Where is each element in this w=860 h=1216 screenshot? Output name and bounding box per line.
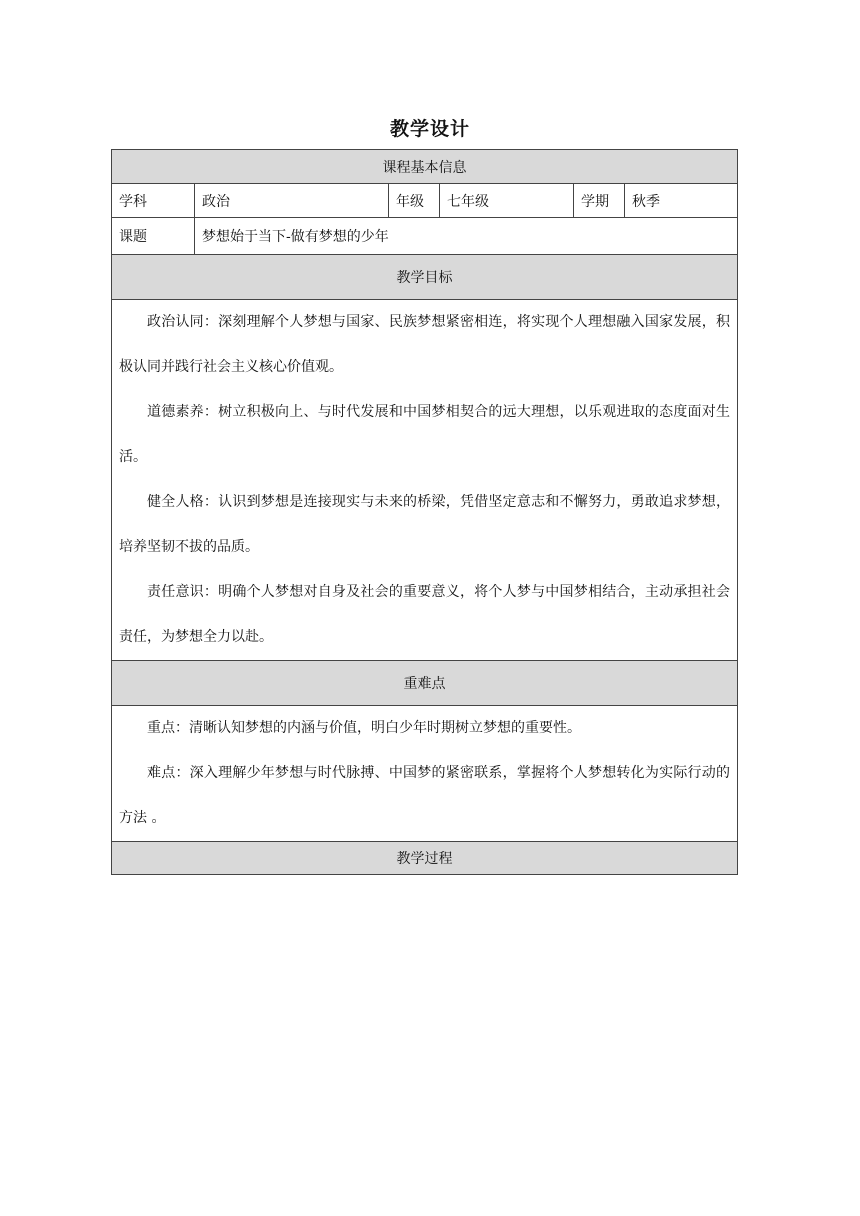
- objective-political-identity: 政治认同：深刻理解个人梦想与国家、民族梦想紧密相连，将实现个人理想融入国家发展，积极认同并践行社会主义核心价值观。: [119, 314, 730, 375]
- objective-moral-quality: 道德素养：树立积极向上、与时代发展和中国梦相契合的远大理想，以乐观进取的态度面对生活。: [119, 404, 730, 465]
- subject-label: 学科: [112, 184, 195, 218]
- objective-sound-personality: 健全人格：认识到梦想是连接现实与未来的桥梁，凭借坚定意志和不懈努力，勇敢追求梦想，培养坚韧不拔的品质。: [119, 494, 730, 555]
- term-value: 秋季: [625, 184, 738, 218]
- objective-responsibility: 责任意识：明确个人梦想对自身及社会的重要意义，将个人梦与中国梦相结合，主动承担社会责任，为梦想全力以赴。: [119, 584, 730, 645]
- document-title: 教学设计: [389, 118, 470, 140]
- topic-label: 课题: [112, 218, 195, 255]
- topic-value: 梦想始于当下-做有梦想的少年: [195, 218, 738, 255]
- lesson-plan-table: [111, 149, 738, 875]
- process-header: 教学过程: [112, 842, 738, 875]
- key-point-difficulty: 难点：深入理解少年梦想与时代脉搏、中国梦的紧密联系，掌握将个人梦想转化为实际行动的方法 。: [119, 765, 730, 826]
- objectives-header: 教学目标: [112, 255, 738, 300]
- basic-info-header: 课程基本信息: [112, 150, 738, 184]
- grade-value: 七年级: [440, 184, 574, 218]
- subject-value: 政治: [195, 184, 389, 218]
- key-points-header: 重难点: [112, 661, 738, 706]
- grade-label: 年级: [389, 184, 440, 218]
- term-label: 学期: [574, 184, 625, 218]
- key-point-focus: 重点：清晰认知梦想的内涵与价值，明白少年时期树立梦想的重要性。: [147, 720, 581, 736]
- objectives-content: [112, 300, 738, 661]
- key-points-content: [112, 706, 738, 842]
